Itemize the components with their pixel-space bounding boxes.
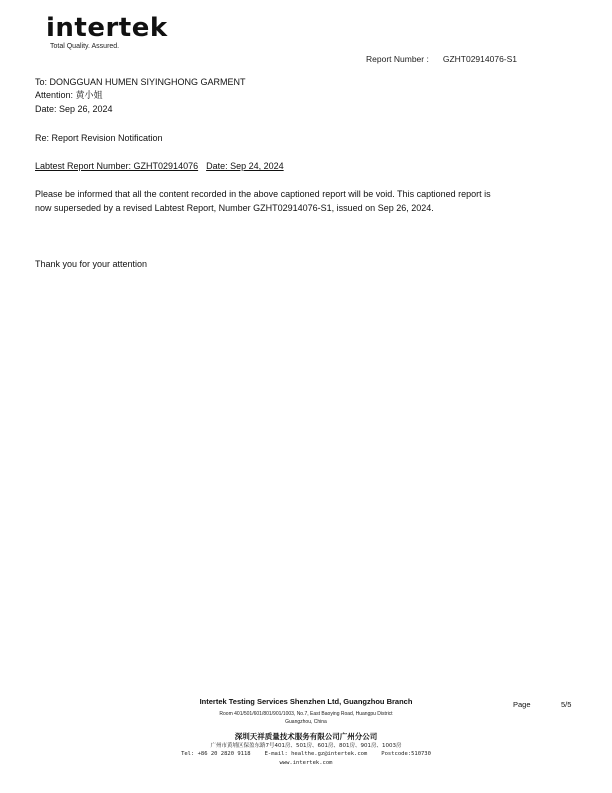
recipient-line: To: DONGGUAN HUMEN SIYINGHONG GARMENT [35, 77, 246, 87]
footer-chinese-company-name: 深圳天祥质量技术服务有限公司广州分公司 [234, 732, 378, 741]
labtest-reference [35, 160, 284, 173]
page-label: Page [513, 700, 531, 709]
page-number: 5/5 [561, 700, 572, 709]
subject-line: Re: Report Revision Notification [35, 133, 163, 143]
report-number-value: GZHT02914076-S1 [442, 54, 518, 64]
closing-line: Thank you for your attention [35, 259, 148, 269]
logo-tagline: Total Quality. Assured. [50, 43, 120, 50]
attention-line: Attention: 黄小姐 [35, 90, 103, 100]
footer-chinese-address: 广州市黄埔区保盈东路7号401房、501房、601房、801房、901房、1003房 [210, 743, 402, 749]
labtest-report-date: Date: Sep 24, 2024 [206, 161, 284, 171]
footer-email: E-mail: healthe.gz@intertek.com [264, 751, 368, 757]
logo-wordmark: intertek [46, 13, 168, 43]
intertek-logo [46, 14, 168, 50]
footer-website: www.intertek.com [279, 760, 333, 766]
footer-contact [0, 751, 612, 757]
footer-address-line2: Guangzhou, China [285, 719, 327, 725]
footer-postcode: Postcode:510730 [381, 751, 431, 757]
footer-tel: Tel: +86 20 2820 9118 [181, 751, 251, 757]
footer-company-name: Intertek Testing Services Shenzhen Ltd, Guangzhou Branch [199, 697, 413, 706]
letter-date: Date: Sep 26, 2024 [35, 104, 113, 114]
report-number-label: Report Number : [366, 54, 429, 64]
notification-paragraph: Please be informed that all the content recorded in the above captioned report will be void. This captioned report is now superseded by a revised Labtest Report, Number GZHT02914076-S1, issued on Sep 26, 2024. [35, 189, 491, 213]
labtest-report-number: Labtest Report Number: GZHT02914076 [35, 161, 199, 171]
footer-address-line1: Room 401/501/601/801/901/1003, No.7, East Baoying Road, Huangpu District [219, 711, 393, 717]
footer-address [150, 710, 462, 726]
report-number [366, 54, 517, 64]
